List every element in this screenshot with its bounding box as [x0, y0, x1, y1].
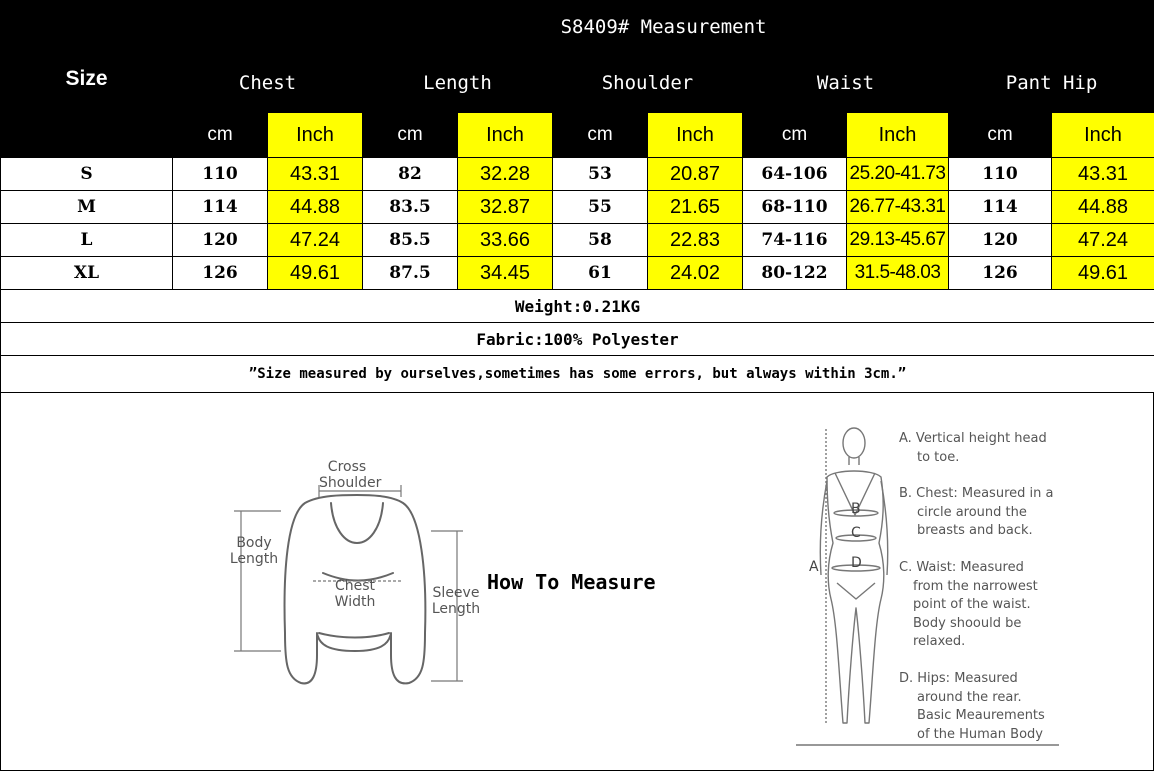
- body-letter-b: B: [851, 501, 861, 517]
- chest-cm-cell: 110: [173, 158, 268, 191]
- unit-cm-label: cm: [743, 113, 847, 158]
- waist-inch-cell: 29.13-45.67: [847, 224, 949, 257]
- column-header-waist: Waist: [743, 54, 949, 113]
- note-chest: B. Chest: Measured in a circle around the breasts and back.: [899, 486, 1054, 538]
- pant-hip-inch-cell: 47.24: [1052, 224, 1154, 257]
- chest-inch-cell: 44.88: [268, 191, 363, 224]
- table-title: S8409# Measurement: [173, 1, 1154, 54]
- waist-cm-cell: 74-116: [743, 224, 847, 257]
- pant-hip-inch-cell: 43.31: [1052, 158, 1154, 191]
- length-cm-cell: 83.5: [363, 191, 458, 224]
- chest-cm-cell: 120: [173, 224, 268, 257]
- column-header-shoulder: Shoulder: [553, 54, 743, 113]
- unit-cm-label: cm: [553, 113, 648, 158]
- unit-cm-label: cm: [363, 113, 458, 158]
- pant-hip-cm-cell: 120: [949, 224, 1052, 257]
- waist-cm-cell: 64-106: [743, 158, 847, 191]
- size-cell: L: [1, 224, 173, 257]
- table-row: [1, 257, 1154, 290]
- table-row: [1, 158, 1154, 191]
- shoulder-cm-cell: 55: [553, 191, 648, 224]
- shoulder-inch-cell: 22.83: [648, 224, 743, 257]
- table-row: [1, 224, 1154, 257]
- waist-inch-cell: 31.5-48.03: [847, 257, 949, 290]
- shoulder-cm-cell: 61: [553, 257, 648, 290]
- unit-inch-label: Inch: [458, 113, 553, 158]
- table-row: [1, 191, 1154, 224]
- shoulder-inch-cell: 20.87: [648, 158, 743, 191]
- pant-hip-cm-cell: 114: [949, 191, 1052, 224]
- unit-cm-label: cm: [173, 113, 268, 158]
- label-sleeve-length: Sleeve Length: [431, 585, 481, 617]
- unit-cm-label: cm: [949, 113, 1052, 158]
- note-height: A. Vertical height head to toe.: [899, 431, 1047, 465]
- shoulder-cm-cell: 53: [553, 158, 648, 191]
- note-hips: D. Hips: Measured around the rear. Basic Meaurements of the Human Body: [899, 671, 1045, 742]
- chest-inch-cell: 47.24: [268, 224, 363, 257]
- pant-hip-inch-cell: 49.61: [1052, 257, 1154, 290]
- length-inch-cell: 32.28: [458, 158, 553, 191]
- label-body-length: Body Length: [229, 535, 279, 567]
- size-cell: XL: [1, 257, 173, 290]
- pant-hip-cm-cell: 126: [949, 257, 1052, 290]
- unit-inch-label: Inch: [1052, 113, 1154, 158]
- fabric-row: Fabric:100% Polyester: [1, 323, 1154, 356]
- waist-cm-cell: 80-122: [743, 257, 847, 290]
- size-cell: M: [1, 191, 173, 224]
- chest-inch-cell: 43.31: [268, 158, 363, 191]
- note-waist: C. Waist: Measured from the narrowest point of the waist. Body shoould be relaxed.: [899, 560, 1038, 649]
- waist-inch-cell: 26.77-43.31: [847, 191, 949, 224]
- chest-inch-cell: 49.61: [268, 257, 363, 290]
- unit-inch-label: Inch: [268, 113, 363, 158]
- pant-hip-inch-cell: 44.88: [1052, 191, 1154, 224]
- shoulder-inch-cell: 21.65: [648, 191, 743, 224]
- shoulder-inch-cell: 24.02: [648, 257, 743, 290]
- length-cm-cell: 82: [363, 158, 458, 191]
- body-letter-a: A: [809, 559, 819, 575]
- weight-row: Weight:0.21KG: [1, 290, 1154, 323]
- body-letter-d: D: [851, 555, 862, 571]
- length-inch-cell: 32.87: [458, 191, 553, 224]
- measurement-guide: [0, 392, 1154, 771]
- length-cm-cell: 87.5: [363, 257, 458, 290]
- body-letter-c: C: [851, 525, 861, 541]
- length-inch-cell: 34.45: [458, 257, 553, 290]
- unit-inch-label: Inch: [648, 113, 743, 158]
- label-cross-shoulder: Cross Shoulder: [319, 459, 382, 491]
- length-cm-cell: 85.5: [363, 224, 458, 257]
- column-header-length: Length: [363, 54, 553, 113]
- size-cell: S: [1, 158, 173, 191]
- unit-inch-label: Inch: [847, 113, 949, 158]
- label-chest-width: Chest Width: [334, 578, 376, 610]
- disclaimer-row: ”Size measured by ourselves,sometimes has some errors, but always within 3cm.”: [1, 356, 1154, 393]
- shoulder-cm-cell: 58: [553, 224, 648, 257]
- size-header: Size: [1, 1, 173, 158]
- length-inch-cell: 33.66: [458, 224, 553, 257]
- how-to-measure-title: How To Measure: [487, 570, 656, 594]
- chest-cm-cell: 114: [173, 191, 268, 224]
- column-header-pant-hip: Pant Hip: [949, 54, 1154, 113]
- waist-inch-cell: 25.20-41.73: [847, 158, 949, 191]
- waist-cm-cell: 68-110: [743, 191, 847, 224]
- column-header-chest: Chest: [173, 54, 363, 113]
- pant-hip-cm-cell: 110: [949, 158, 1052, 191]
- chest-cm-cell: 126: [173, 257, 268, 290]
